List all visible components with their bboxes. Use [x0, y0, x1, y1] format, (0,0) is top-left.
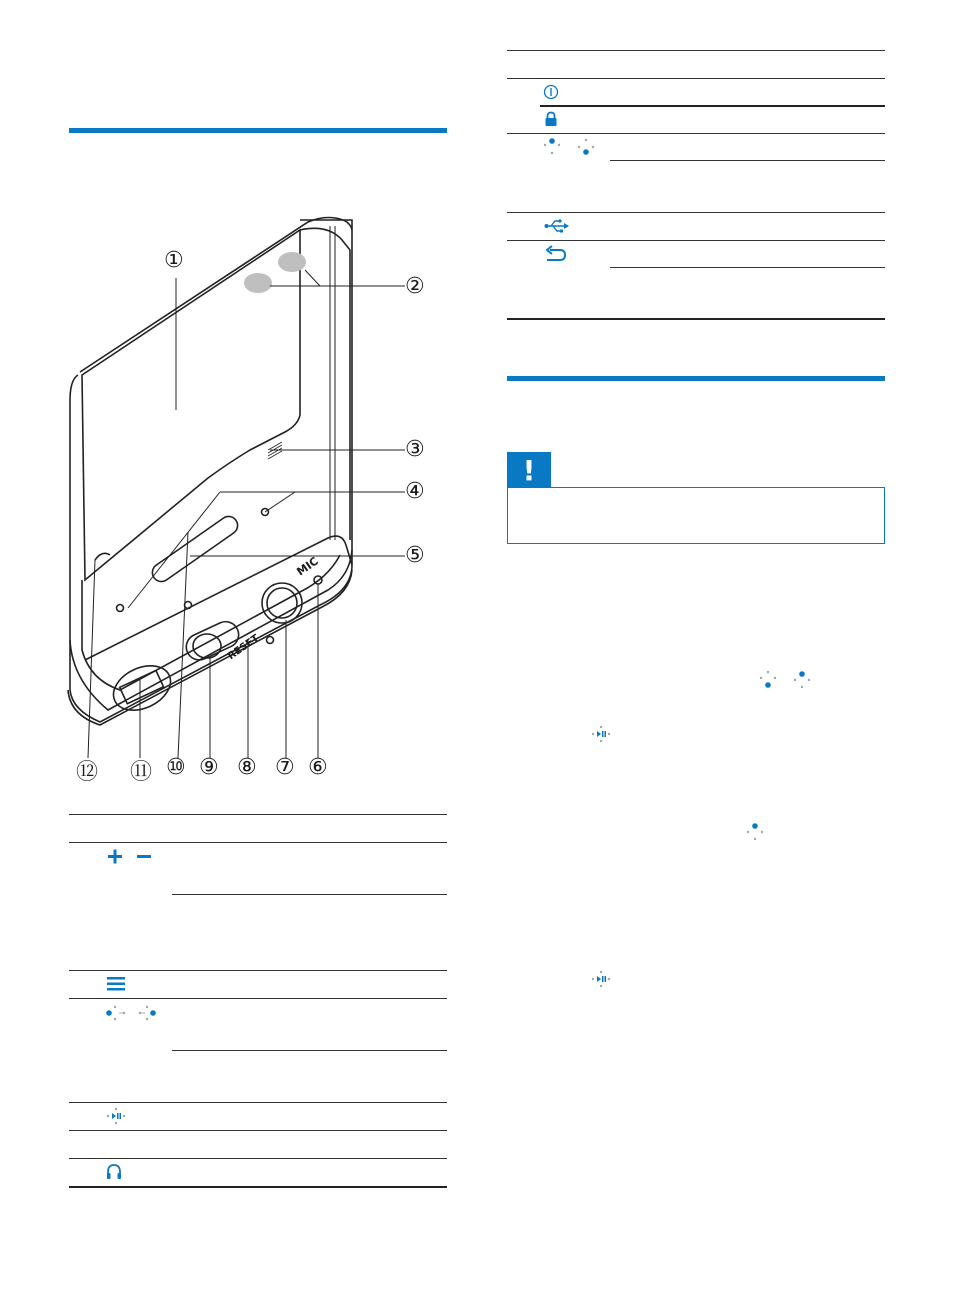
usb-icon: [544, 218, 570, 234]
left-table-rule: [69, 1186, 447, 1188]
device-diagram: [60, 210, 460, 790]
caution-box: [507, 487, 885, 544]
callout-6: ⑥: [308, 755, 328, 780]
section-heading-bar-right: [507, 376, 885, 381]
callout-7: ⑦: [275, 755, 295, 780]
right-table-rule: [540, 105, 885, 107]
right-table-rule: [507, 212, 885, 213]
mic-label: MIC: [294, 554, 321, 579]
play-pause-inline-icon: [591, 725, 611, 743]
left-table-rule: [69, 998, 447, 999]
callout-11: ⑪: [130, 760, 153, 785]
play-pause-icon: [106, 1107, 126, 1125]
right-table-rule: [507, 50, 885, 51]
plus-minus-icon: [106, 848, 154, 866]
callout-9: ⑨: [199, 755, 219, 780]
right-table-rule: [507, 240, 885, 241]
nav-up-down-icon: [541, 137, 597, 157]
callout-3: ③: [405, 437, 425, 462]
callout-12: ⑫: [76, 760, 99, 785]
left-table-rule: [69, 814, 447, 815]
right-table-rule: [610, 267, 885, 268]
right-table-rule: [610, 160, 885, 161]
right-table-rule: [507, 133, 885, 134]
info-icon: [543, 84, 559, 100]
reset-label: RESET: [226, 632, 262, 663]
play-pause-inline-icon-2: [591, 970, 611, 988]
left-table-rule: [69, 1158, 447, 1159]
nav-left-right-icon: [104, 1004, 160, 1022]
left-table-rule: [172, 894, 447, 895]
left-table-rule: [69, 1130, 447, 1131]
callout-8: ⑧: [237, 755, 257, 780]
callout-1: ①: [164, 248, 184, 273]
left-table-rule: [172, 1050, 447, 1051]
nav-up-down-inline-icon: [757, 670, 813, 690]
section-heading-bar-left: [69, 128, 447, 133]
nav-up-inline-icon: [744, 822, 766, 842]
right-table-rule: [507, 78, 885, 79]
headphone-icon: [106, 1163, 122, 1181]
callout-4: ④: [405, 479, 425, 504]
left-table-rule: [69, 1102, 447, 1103]
callout-2: ②: [405, 274, 425, 299]
lock-icon: [543, 111, 559, 127]
menu-icon: [106, 976, 126, 992]
caution-tab: [507, 452, 551, 488]
back-icon: [544, 245, 568, 263]
left-table-rule: [69, 842, 447, 843]
callout-5: ⑤: [405, 543, 425, 568]
right-table-rule: [507, 318, 885, 320]
callout-10: ⑩: [166, 755, 186, 780]
left-table-rule: [69, 970, 447, 971]
caution-symbol: !: [522, 454, 536, 487]
